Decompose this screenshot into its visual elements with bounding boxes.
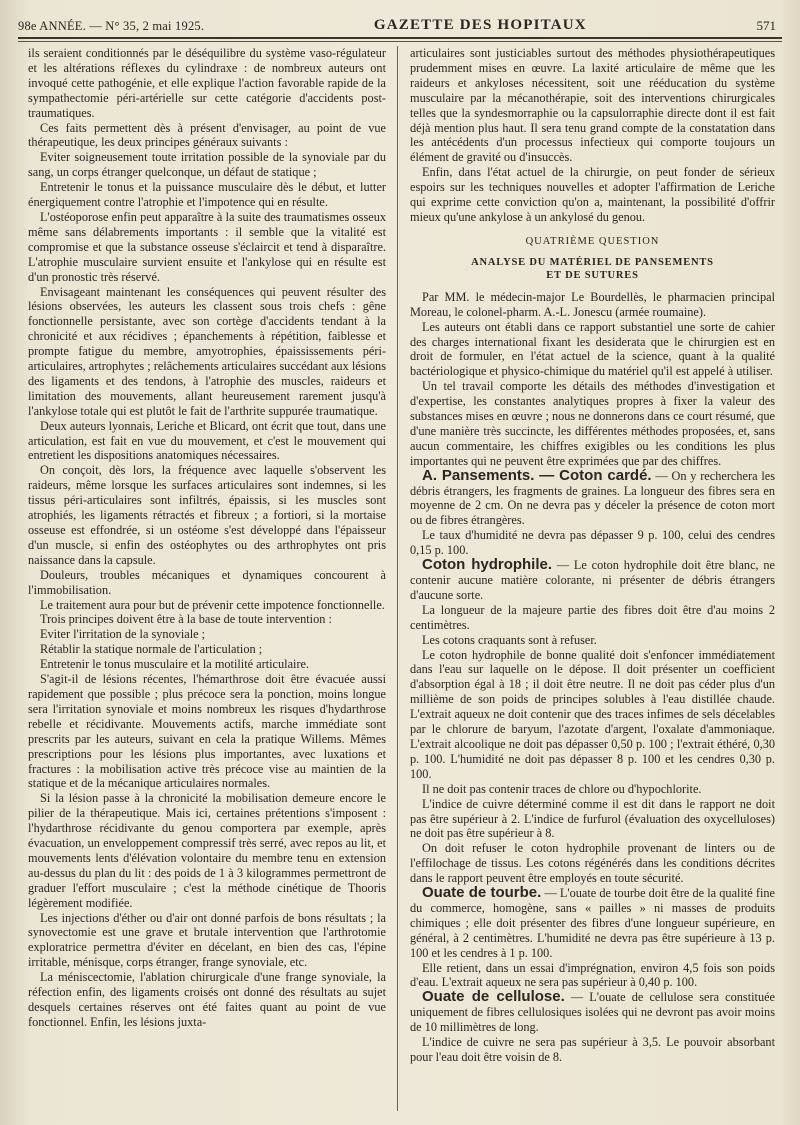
left-column bbox=[28, 46, 386, 1111]
subheading-ouate-cellulose: Ouate de cellulose. bbox=[422, 988, 565, 1006]
paragraph: Si la lésion passe à la chronicité la mobilisation demeure encore le pilier de la thérapeutique. Mais ici, certaines prétentions s'imposent : l'hydarthrose récidivante du genou comportera par exemple, après évacuation, un enveloppement compressif très serré, avec repos au lit, et mouvements lents d'élévation volontaire du membre tenu en extension au-dessus du plan du lit : des poids de 1 à 3 kilogrammes permettront de graduer l'effort musculaire ; c'est la méthode cinétique de Thooris légèrement modifiée. bbox=[28, 791, 386, 910]
paragraph: L'ostéoporose enfin peut apparaître à la suite des traumatismes osseux même sans délabrements importants : il semble que la vitalité est compromise et que la substance osseuse s'éclaircit et tend à disparaître. L'atrophie musculaire survient ensuite et l'ankylose qui en résulte est d'un pronostic très réservé. bbox=[28, 209, 386, 284]
paragraph: Trois principes doivent être à la base de toute intervention : bbox=[40, 612, 332, 627]
header-rule-thin bbox=[18, 41, 782, 42]
paragraph: Le traitement aura pour but de prévenir cette impotence fonctionnelle. bbox=[40, 597, 385, 612]
paragraph: S'agit-il de lésions récentes, l'hémarthrose doit être évacuée aussi rapidement que possible ; plus précoce sera la ponction, moins longue sera l'irritation synoviale et moins nombreux les risques d'hydarthrose rebelle et récidivante. Mouvements actifs, marche immédiate sont prescrits par les auteurs, suivant en cela la pratique Willems. Mêmes prescriptions pour les lésions plus importantes, avec luxations et fractures : la mobilisation active très précoce vise au maintien de la statique et de la mécanique articulaires normales. bbox=[28, 672, 386, 791]
paragraph: Les cotons craquants sont à refuser. bbox=[422, 632, 597, 647]
paragraph: On doit refuser le coton hydrophile provenant de linters ou de l'effilochage de tissus. Les cotons régénérés dans les conditions décrites dans le rapport peuvent être employés en toute sécurité. bbox=[410, 841, 775, 886]
paragraph: Entretenir le tonus et la puissance musculaire dès le début, et lutter énergiquement contre l'atrophie et l'impotence qui en résulte. bbox=[28, 180, 386, 210]
paragraph: Eviter soigneusement toute irritation possible de la synoviale par du sang, un corps étranger quelconque, un défaut de statique ; bbox=[28, 150, 386, 180]
paragraph: La méniscectomie, l'ablation chirurgicale d'une frange synoviale, la réfection enfin, des ligaments croisés ont donné des résultats au sujet desquels certaines réserves ont été faites quant au point de vue fonctionnel. Enfin, les lésions juxta- bbox=[28, 970, 386, 1029]
paragraph: Entretenir le tonus musculaire et la motilité articulaire. bbox=[40, 657, 310, 672]
paragraph: Le coton hydrophile de bonne qualité doit s'enfoncer immédiatement dans l'eau sur laquelle on le dépose. Il doit présenter un coefficient d'absorption égal à 18 ; il doit être neutre. Il ne doit pas céder plus d'un millième de son poids de principes solubles à l'eau distillée chaude. L'extrait aqueux ne doit contenir que des traces infimes de sels décelables par le chlorure de baryum, l'azotate d'argent, l'oxalate d'ammoniaque. L'extrait alcoolique ne doit pas dépasser 0,50 p. 100 ; l'extrait éthéré, 0,30 p. 100. L'humidité ne doit pas dépasser 8 p. 100 et les cendres 0,30 p. 100. bbox=[410, 647, 775, 781]
paragraph-text: — L'ouate de tourbe doit être de la qualité fine du commerce, homogène, sans « pailles » ni masses de produits chimiques ; elle doit présenter des fibres d'une longueur supérieure, en général, à 2 centimètres. L'humidité ne devra pas être supérieure à 13 p. 100 et les cendres à 1 p. 100. bbox=[410, 886, 775, 960]
paragraph: La longueur de la majeure partie des fibres doit être d'au moins 2 centimètres. bbox=[410, 602, 775, 632]
paragraph bbox=[410, 886, 775, 961]
page-number: 571 bbox=[756, 18, 776, 33]
journal-title: GAZETTE DES HOPITAUX bbox=[373, 17, 587, 33]
paragraph bbox=[410, 990, 775, 1035]
page-header bbox=[18, 8, 782, 34]
column-divider bbox=[397, 46, 398, 1111]
subsection-title-line-2: ET DE SUTURES bbox=[546, 269, 639, 281]
paragraph: L'indice de cuivre ne sera pas supérieur à 3,5. Le pouvoir absorbant pour l'eau doit être voisin de 8. bbox=[410, 1035, 775, 1064]
paragraph: Il ne doit pas contenir traces de chlore ou d'hypochlorite. bbox=[422, 781, 702, 796]
issue-info: 98e ANNÉE. — N° 35, 2 mai 1925. bbox=[18, 19, 205, 33]
subheading-ouate-tourbe: Ouate de tourbe. bbox=[422, 884, 542, 902]
paragraph: ils seraient conditionnés par le déséquilibre du système vaso-régulateur et les altérations réflexes du cylindraxe : de nombreux auteurs ont invoqué cette pathogénie, et elle explique l'action favorable rapide de la sympathectomie péri-artérielle sur cette catégorie d'accidents post-traumatiques. bbox=[28, 46, 386, 120]
right-column bbox=[410, 46, 775, 1111]
paragraph bbox=[410, 558, 775, 603]
paragraph: On conçoit, dès lors, la fréquence avec laquelle s'observent les raideurs, même lorsque les surfaces articulaires sont indemnes, si les tissus péri-articulaires sont infiltrés, épaissis, si les muscles sont atrophiés, les ligaments rétractés et fibreux ; a fortiori, si la mortaise osseuse est effondrée, si un ostéome s'est développé dans l'épaisseur d'un muscle, si enfin des ostéophytes ou des arthrophytes ont pris naissance dans la capsule. bbox=[28, 463, 386, 567]
paragraph: Les injections d'éther ou d'air ont donné parfois de bons résultats ; la synovectomie est une grave et brutale intervention que l'arthrotomie exploratrice permettra d'éviter en décelant, en bien des cas, l'épine irritable, ménisque, corps étranger, frange synoviale, etc. bbox=[28, 910, 386, 970]
paragraph: Elle retient, dans un essai d'imprégnation, environ 4,5 fois son poids d'eau. L'extrait aqueux ne sera pas supérieur à 0,40 p. 100. bbox=[410, 960, 775, 990]
paragraph: Deux auteurs lyonnais, Leriche et Blicard, ont écrit que tout, dans une articulation, est fait en vue du mouvement, et c'est le mouvement qui entretient les dispositions anatomiques nécessaires. bbox=[28, 418, 386, 463]
paragraph: articulaires sont justiciables surtout des méthodes physiothérapeutiques prudemment mises en œuvre. La laxité articulaire de même que les raideurs et ankyloses nécessitent, soit une rééducation du système musculaire par la mécanothérapie, soit des interventions chirurgicales telles que la syndesmorraphie ou la capsulorraphie directe dont il est fait déjà mention plus haut. Il sera tenu grand compte de la constatation dans les antécédents d'un processus infectieux qui comporte toujours un élément de gravité ou d'insuccès. bbox=[410, 46, 775, 165]
paragraph: Envisageant maintenant les conséquences qui peuvent résulter des lésions observées, les auteurs les classent sous trois chefs : gêne fonctionnelle persistante, avec son cortège d'accidents tendant à la chronicité et aux récidives ; épanchements à répétition, faiblesse et prompte fatigue du membre, amyotrophies, épaississements péri-articulaires, artrophytes ; relâchements articulaires succédant aux lésions des ligaments et des tendons, à l'atrophie des muscles, raideurs et limitation des mouvements, allant heureusement rarement jusqu'à l'ankylose totale qui est plutôt le fait de l'arthrite suppurée traumatique. bbox=[28, 284, 386, 418]
report-authors: Par MM. le médecin-major Le Bourdellès, le pharmacien principal Moreau, le colonel-pharm. A.-L. Jonescu (armée roumaine). bbox=[410, 289, 775, 319]
subheading-pansements: A. Pansements. — Coton cardé. bbox=[422, 466, 652, 484]
paragraph-text: — L'ouate de cellulose sera constituée uniquement de fibres cellulosiques isolées qui ne devront pas avoir moins de 10 millimètres de long. bbox=[410, 990, 775, 1035]
paragraph: Douleurs, troubles mécaniques et dynamiques concourent à l'immobilisation. bbox=[28, 567, 386, 597]
paragraph: Rétablir la statique normale de l'articulation ; bbox=[40, 642, 263, 657]
subsection-title bbox=[410, 256, 775, 282]
paragraph: L'indice de cuivre déterminé comme il est dit dans le rapport ne doit pas être supérieur à 2. L'indice de furfurol (évaluation des oxycelluloses) ne doit pas être supérieur à 8. bbox=[410, 796, 775, 841]
paragraph: Eviter l'irritation de la synoviale ; bbox=[40, 627, 206, 642]
header-rule-thick bbox=[18, 37, 782, 39]
subsection-title-line-1: ANALYSE DU MATÉRIEL DE PANSEMENTS bbox=[471, 256, 714, 268]
paragraph: Le taux d'humidité ne devra pas dépasser 9 p. 100, celui des cendres 0,15 p. 100. bbox=[410, 528, 775, 558]
paragraph: Un tel travail comporte les détails des méthodes d'investigation et d'expertise, les constantes analytiques propres à fixer la valeur des substances mises en œuvre ; nous ne donnerons dans ce court résumé, que d'une manière très succincte, les différentes méthodes proposées, et, sans aucun commentaire, les chiffres exigibles ou les conditions les plus importantes qui ne peuvent être exprimées que par des chiffres. bbox=[410, 379, 775, 468]
paragraph: Ces faits permettent dès à présent d'envisager, au point de vue thérapeutique, les deux principes généraux suivants : bbox=[28, 120, 386, 150]
subheading-coton-hydrophile: Coton hydrophile. bbox=[422, 556, 553, 574]
paragraph-text: — Le coton hydrophile doit être blanc, ne contenir aucune matière colorante, ni présenter de débris étrangers d'aucune sorte. bbox=[410, 558, 775, 602]
paragraph: Enfin, dans l'état actuel de la chirurgie, on peut fonder de sérieux espoirs sur les techniques nouvelles et adopter l'affirmation de Leriche qui exprime cette conviction qu'on a, maintenant, la possibilité d'offrir mieux qu'une ankylose à un ankylosé du genou. bbox=[410, 165, 775, 224]
paragraph-text: — On y recherchera les débris étrangers, les fragments de graines. La longueur des fibres sera en moyenne de 2 cm. On ne devra pas y déceler la présence de coton mort ou de fibres étrangères. bbox=[410, 468, 775, 528]
section-title: QUATRIÈME QUESTION bbox=[525, 235, 660, 247]
paragraph: Les auteurs ont établi dans ce rapport substantiel une sorte de cahier des charges international fixant les desiderata que le chirurgien est en droit de formuler, en l'état actuel de la science, quant à la qualité bactériologique et physico-chimique du matériel qu'il est appelé à utiliser. bbox=[410, 319, 775, 379]
paragraph bbox=[410, 466, 775, 529]
